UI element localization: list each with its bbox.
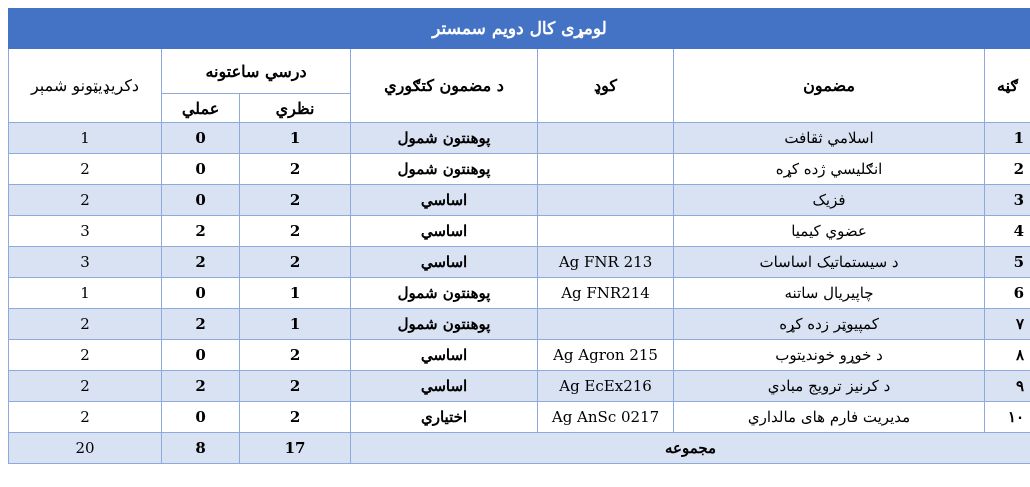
total-row	[9, 433, 1030, 464]
row-practical: 0	[162, 402, 240, 433]
row-practical: 2	[162, 309, 240, 340]
row-code	[538, 309, 674, 340]
row-subject: د کرنیز ترویج مبادي	[674, 371, 985, 402]
row-credits: 1	[9, 123, 162, 154]
row-code	[538, 185, 674, 216]
row-category: اساسي	[351, 340, 538, 371]
row-theory: 1	[240, 123, 351, 154]
row-theory: 2	[240, 402, 351, 433]
row-practical: 0	[162, 278, 240, 309]
table-row	[9, 402, 1030, 433]
row-category: پوهنتون شمول	[351, 309, 538, 340]
header-subject: مضمون	[674, 49, 985, 123]
row-category: اساسي	[351, 371, 538, 402]
row-code: Ag FNR 213	[538, 247, 674, 278]
row-number: ۹	[985, 371, 1030, 402]
row-credits: 2	[9, 154, 162, 185]
row-theory: 2	[240, 154, 351, 185]
row-theory: 2	[240, 340, 351, 371]
row-practical: 0	[162, 154, 240, 185]
row-number: ۸	[985, 340, 1030, 371]
row-credits: 2	[9, 340, 162, 371]
row-practical: 2	[162, 216, 240, 247]
table-row	[9, 340, 1030, 371]
row-practical: 0	[162, 340, 240, 371]
row-theory: 1	[240, 309, 351, 340]
row-credits: 3	[9, 247, 162, 278]
header-credits: دکریډیټونو شمېر	[9, 49, 162, 123]
row-category: پوهنتون شمول	[351, 123, 538, 154]
row-subject: فزیک	[674, 185, 985, 216]
table-row	[9, 247, 1030, 278]
header-row-1	[9, 49, 1030, 94]
row-category: اساسي	[351, 216, 538, 247]
table-row	[9, 216, 1030, 247]
header-category: د مضمون کتګوري	[351, 49, 538, 123]
table-body	[9, 123, 1030, 433]
row-credits: 2	[9, 309, 162, 340]
row-code: Ag FNR214	[538, 278, 674, 309]
row-credits: 1	[9, 278, 162, 309]
table-row	[9, 309, 1030, 340]
table-row	[9, 278, 1030, 309]
row-code	[538, 123, 674, 154]
row-subject: کمپیوټر زده کړه	[674, 309, 985, 340]
row-subject: عضوي کیمیا	[674, 216, 985, 247]
row-practical: 2	[162, 371, 240, 402]
table-row	[9, 123, 1030, 154]
row-credits: 2	[9, 371, 162, 402]
row-number: 5	[985, 247, 1030, 278]
row-number: ۱۰	[985, 402, 1030, 433]
row-category: اختیاري	[351, 402, 538, 433]
table-row	[9, 154, 1030, 185]
row-code	[538, 216, 674, 247]
row-code: Ag EcEx216	[538, 371, 674, 402]
row-code: Ag AnSc 0217	[538, 402, 674, 433]
header-code: کوډ	[538, 49, 674, 123]
row-credits: 3	[9, 216, 162, 247]
row-theory: 2	[240, 185, 351, 216]
row-code	[538, 154, 674, 185]
row-number: 1	[985, 123, 1030, 154]
row-category: پوهنتون شمول	[351, 278, 538, 309]
row-credits: 2	[9, 402, 162, 433]
row-number: 6	[985, 278, 1030, 309]
curriculum-table-container	[8, 8, 1030, 464]
header-class-hours: درسي ساعتونه	[162, 49, 351, 94]
table-title: لومړی کال دویم سمستر	[9, 9, 1030, 49]
row-credits: 2	[9, 185, 162, 216]
row-subject: اسلامي ثقافت	[674, 123, 985, 154]
row-category: پوهنتون شمول	[351, 154, 538, 185]
row-number: 3	[985, 185, 1030, 216]
total-theory: 17	[240, 433, 351, 464]
total-label: مجموعه	[351, 433, 1030, 464]
row-code: Ag Agron 215	[538, 340, 674, 371]
header-theory: نظري	[240, 94, 351, 123]
row-subject: مدیریت فارم های مالداري	[674, 402, 985, 433]
header-practical: عملي	[162, 94, 240, 123]
row-number: 4	[985, 216, 1030, 247]
total-practical: 8	[162, 433, 240, 464]
row-category: اساسي	[351, 185, 538, 216]
row-subject: انګلیسي ژده کړه	[674, 154, 985, 185]
row-practical: 0	[162, 123, 240, 154]
row-subject: د سیستماتیک اساسات	[674, 247, 985, 278]
row-subject: د خوړو خوندیتوب	[674, 340, 985, 371]
row-theory: 2	[240, 371, 351, 402]
table-row	[9, 185, 1030, 216]
table-row	[9, 371, 1030, 402]
total-credits: 20	[9, 433, 162, 464]
row-number: ۷	[985, 309, 1030, 340]
title-row	[9, 9, 1030, 49]
row-subject: چاپیریال ساتنه	[674, 278, 985, 309]
row-practical: 2	[162, 247, 240, 278]
curriculum-table	[8, 8, 1030, 464]
header-no: ګڼه	[985, 49, 1030, 123]
row-theory: 1	[240, 278, 351, 309]
row-category: اساسي	[351, 247, 538, 278]
row-theory: 2	[240, 216, 351, 247]
row-theory: 2	[240, 247, 351, 278]
row-practical: 0	[162, 185, 240, 216]
row-number: 2	[985, 154, 1030, 185]
